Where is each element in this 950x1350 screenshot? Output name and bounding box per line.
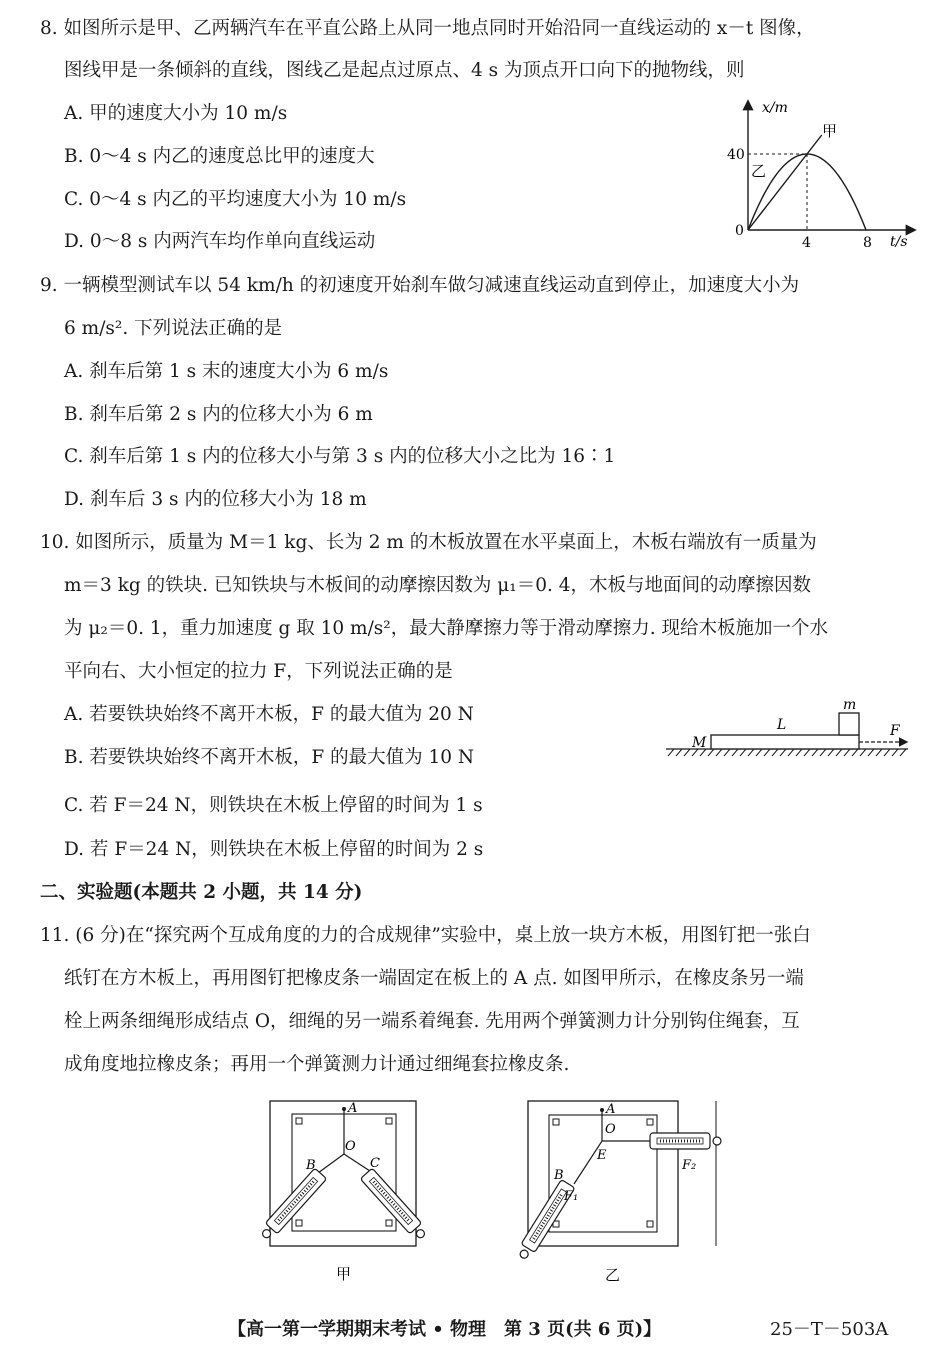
- q9-stem-line1: 9. 一辆模型测试车以 54 km/h 的初速度开始刹车做匀减速直线运动直到停止，加速度大小为: [40, 275, 800, 296]
- q10-option-d: D. 若 F＝24 N，则铁块在木板上停留的时间为 2 s: [64, 839, 484, 860]
- footer-code: 25－T－503A: [770, 1319, 889, 1340]
- q8-stem-line1: 8. 如图所示是甲、乙两辆汽车在平直公路上从同一地点同时开始沿同一直线运动的 x－t 图像，: [40, 18, 815, 39]
- yi-label-a: A: [606, 1102, 616, 1117]
- yi-paper: [549, 1115, 657, 1232]
- q8-series-label-yi: 乙: [751, 162, 767, 180]
- q8-x-axis-label: t/s: [890, 234, 908, 250]
- q9-option-c: C. 刹车后第 1 s 内的位移大小与第 3 s 内的位移大小之比为 16∶1: [64, 446, 616, 467]
- q11-stem-line2: 纸钉在方木板上，再用图钉把橡皮条一端固定在板上的 A 点. 如图甲所示，在橡皮条另一端: [64, 968, 804, 989]
- q10-wooden-board: [711, 735, 859, 749]
- q8-x-tick-4: 4: [802, 235, 811, 251]
- jia-label-b: B: [306, 1158, 316, 1173]
- yi-label-o: O: [605, 1122, 616, 1137]
- q11-stem-line1: 11. (6 分)在“探究两个互成角度的力的合成规律”实验中，桌上放一块方木板，用图钉把一张白: [40, 925, 811, 946]
- jia-caption: 甲: [336, 1265, 352, 1283]
- q10-stem-line4: 平向右、大小恒定的拉力 F，下列说法正确的是: [64, 661, 453, 682]
- q10-option-b: B. 若要铁块始终不离开木板，F 的最大值为 10 N: [64, 747, 475, 768]
- q8-option-a: A. 甲的速度大小为 10 m/s: [64, 103, 288, 124]
- yi-caption: 乙: [605, 1266, 621, 1284]
- q10-label-M: M: [692, 735, 707, 751]
- q11-stem-line3: 栓上两条细绳形成结点 O，细绳的另一端系着绳套. 先用两个弹簧测力计分别钩住绳套，互: [64, 1011, 800, 1032]
- q8-x-tick-8: 8: [863, 235, 872, 251]
- q10-option-c: C. 若 F＝24 N，则铁块在木板上停留的时间为 1 s: [64, 795, 483, 816]
- q8-option-b: B. 0～4 s 内乙的速度总比甲的速度大: [64, 146, 375, 167]
- q9-option-a: A. 刹车后第 1 s 末的速度大小为 6 m/s: [64, 361, 389, 382]
- q8-series-jia-line: [748, 135, 822, 230]
- q8-y-tick-40: 40: [727, 147, 745, 163]
- q10-stem-line1: 10. 如图所示，质量为 M＝1 kg、长为 2 m 的木板放置在水平桌面上，木板右端放有一质量为: [40, 532, 817, 553]
- q8-stem-line2: 图线甲是一条倾斜的直线，图线乙是起点过原点、4 s 为顶点开口向下的抛物线，则: [64, 60, 745, 81]
- yi-label-b: B: [554, 1168, 564, 1183]
- jia-label-c: C: [370, 1156, 380, 1171]
- q8-y-axis-label: x/m: [762, 100, 788, 116]
- q10-stem-line3: 为 μ₂＝0. 1，重力加速度 g 取 10 m/s²，最大静摩擦力等于滑动摩擦力. 现给木板施加一个水: [64, 618, 828, 639]
- yi-spring-scale-f2: [650, 1133, 721, 1149]
- jia-label-o: O: [345, 1139, 356, 1154]
- q8-origin-label: 0: [735, 223, 744, 239]
- yi-label-e: E: [597, 1148, 607, 1163]
- q10-label-L: L: [777, 717, 787, 733]
- q10-iron-block: [839, 713, 859, 735]
- jia-label-a: A: [348, 1101, 358, 1116]
- yi-label-f1: F₁: [564, 1189, 579, 1204]
- q11-stem-line4: 成角度地拉橡皮条；再用一个弹簧测力计通过细绳套拉橡皮条.: [64, 1054, 570, 1075]
- q11-figure-yi: [502, 1097, 722, 1287]
- q9-option-b: B. 刹车后第 2 s 内的位移大小为 6 m: [64, 404, 373, 425]
- q10-label-m: m: [843, 698, 857, 713]
- q8-xt-graph: [726, 96, 926, 252]
- q10-board-figure: [664, 698, 914, 764]
- q10-label-F: F: [890, 723, 900, 739]
- section2-heading: 二、实验题(本题共 2 小题，共 14 分): [40, 882, 363, 903]
- q8-option-c: C. 0～4 s 内乙的平均速度大小为 10 m/s: [64, 189, 407, 210]
- footer-title: 【高一第一学期期末考试 • 物理 第 3 页(共 6 页)】: [228, 1319, 662, 1340]
- q8-series-label-jia: 甲: [822, 122, 838, 140]
- q9-option-d: D. 刹车后 3 s 内的位移大小为 18 m: [64, 489, 367, 510]
- q9-stem-line2: 6 m/s². 下列说法正确的是: [64, 318, 283, 339]
- q10-stem-line2: m＝3 kg 的铁块. 已知铁块与木板间的动摩擦因数为 μ₁＝0. 4，木板与地面间的动摩擦因数: [64, 575, 812, 596]
- q10-option-a: A. 若要铁块始终不离开木板，F 的最大值为 20 N: [64, 704, 474, 725]
- yi-label-f2: F₂: [682, 1158, 697, 1173]
- q8-option-d: D. 0～8 s 内两汽车均作单向直线运动: [64, 231, 376, 252]
- q11-figure-jia: [258, 1097, 430, 1287]
